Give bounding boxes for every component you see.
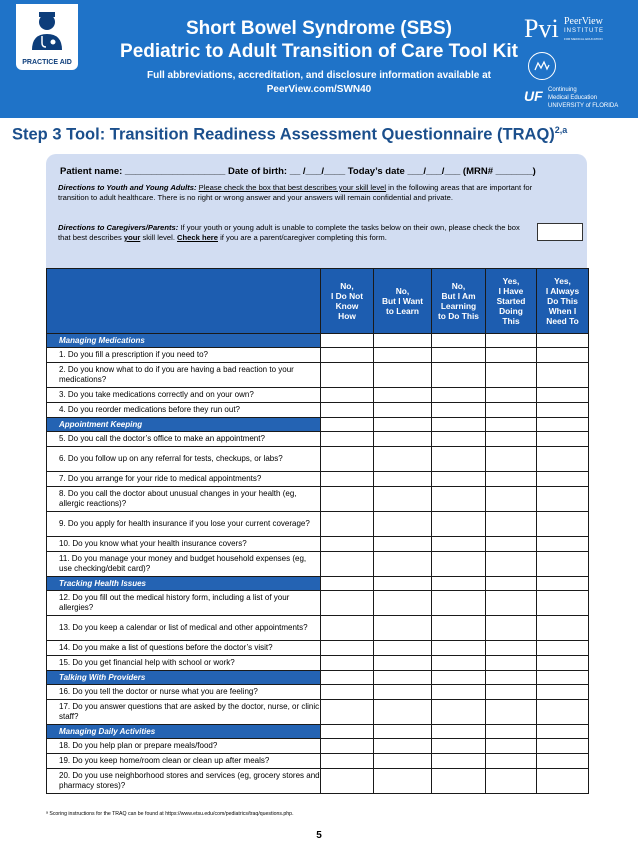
section-row xyxy=(47,577,589,591)
section-blank-cell xyxy=(321,725,374,739)
section-blank-cell xyxy=(374,725,432,739)
question-row xyxy=(47,685,589,700)
answer-checkbox-cell[interactable] xyxy=(537,537,589,552)
answer-checkbox-cell[interactable] xyxy=(486,432,537,447)
answer-checkbox-cell[interactable] xyxy=(321,656,374,671)
answer-checkbox-cell[interactable] xyxy=(537,641,589,656)
answer-checkbox-cell[interactable] xyxy=(432,591,486,616)
answer-checkbox-cell[interactable] xyxy=(321,591,374,616)
answer-checkbox-cell[interactable] xyxy=(537,388,589,403)
answer-checkbox-cell[interactable] xyxy=(432,656,486,671)
answer-checkbox-cell[interactable] xyxy=(374,552,432,577)
institute-text: INSTITUTE xyxy=(564,28,604,34)
answer-checkbox-cell[interactable] xyxy=(486,363,537,388)
section-blank-cell xyxy=(321,577,374,591)
answer-checkbox-cell[interactable] xyxy=(537,739,589,754)
section-title: Talking With Providers xyxy=(47,671,321,685)
answer-checkbox-cell[interactable] xyxy=(486,537,537,552)
answer-checkbox-cell[interactable] xyxy=(432,348,486,363)
answer-checkbox-cell[interactable] xyxy=(321,447,374,472)
answer-checkbox-cell[interactable] xyxy=(432,641,486,656)
section-row xyxy=(47,418,589,432)
answer-checkbox-cell[interactable] xyxy=(321,754,374,769)
answer-checkbox-cell[interactable] xyxy=(537,685,589,700)
question-text: 19. Do you keep home/room clean or clean up after meals? xyxy=(47,754,321,769)
section-blank-cell xyxy=(321,418,374,432)
question-text: 5. Do you call the doctor’s office to make an appointment? xyxy=(47,432,321,447)
section-blank-cell xyxy=(321,671,374,685)
section-blank-cell xyxy=(537,418,589,432)
question-text: 15. Do you get financial help with school or work? xyxy=(47,656,321,671)
answer-checkbox-cell[interactable] xyxy=(486,754,537,769)
answer-checkbox-cell[interactable] xyxy=(432,616,486,641)
step-title: Step 3 Tool: Transition Readiness Assessment Questionnaire (TRAQ)$^{2,a}$ xyxy=(12,125,568,144)
question-text: 7. Do you arrange for your ride to medical appointments? xyxy=(47,472,321,487)
column-header: Yes, I Have Started Doing This xyxy=(486,269,537,334)
answer-checkbox-cell[interactable] xyxy=(486,700,537,725)
column-header: No, But I Am Learning to Do This xyxy=(432,269,486,334)
section-blank-cell xyxy=(537,725,589,739)
badge-label: PRACTICE AID xyxy=(22,59,72,66)
question-row xyxy=(47,388,589,403)
answer-checkbox-cell[interactable] xyxy=(321,641,374,656)
section-row xyxy=(47,725,589,739)
question-text: 11. Do you manage your money and budget household expenses (eg, use checking/debit card)? xyxy=(47,552,321,577)
question-row xyxy=(47,472,589,487)
section-blank-cell xyxy=(486,334,537,348)
section-blank-cell xyxy=(374,671,432,685)
answer-checkbox-cell[interactable] xyxy=(432,363,486,388)
question-text: 1. Do you fill a prescription if you need to? xyxy=(47,348,321,363)
section-blank-cell xyxy=(537,577,589,591)
section-blank-cell xyxy=(537,671,589,685)
section-blank-cell xyxy=(486,577,537,591)
column-header: No, But I Want to Learn xyxy=(374,269,432,334)
question-text: 2. Do you know what to do if you are having a bad reaction to your medications? xyxy=(47,363,321,388)
directions-youth: Directions to Youth and Young Adults: Please check the box that best describes your skill level in the following areas that are important for transition to adult healthcare. There is no right or wrong answer and your answers will remain confidential and private. xyxy=(58,183,533,202)
section-title: Tracking Health Issues xyxy=(47,577,321,591)
question-row xyxy=(47,700,589,725)
answer-checkbox-cell[interactable] xyxy=(537,403,589,418)
answer-checkbox-cell[interactable] xyxy=(537,363,589,388)
section-title: Managing Daily Activities xyxy=(47,725,321,739)
answer-checkbox-cell[interactable] xyxy=(537,447,589,472)
answer-checkbox-cell[interactable] xyxy=(374,754,432,769)
answer-checkbox-cell[interactable] xyxy=(486,487,537,512)
question-text: 9. Do you apply for health insurance if you lose your current coverage? xyxy=(47,512,321,537)
answer-checkbox-cell[interactable] xyxy=(432,739,486,754)
institute-sub-text: FOR MEDICAL EDUCATION xyxy=(564,37,603,41)
answer-checkbox-cell[interactable] xyxy=(537,616,589,641)
answer-checkbox-cell[interactable] xyxy=(486,348,537,363)
patient-info-line: Patient name: ___________________ Date of birth: __ /___/____ Today’s date ___/___/___ (MRN# _______) xyxy=(60,166,536,177)
answer-checkbox-cell[interactable] xyxy=(537,552,589,577)
column-header: No, I Do Not Know How xyxy=(321,269,374,334)
answer-checkbox-cell[interactable] xyxy=(486,403,537,418)
column-header: Yes, I Always Do This When I Need To xyxy=(537,269,589,334)
answer-checkbox-cell[interactable] xyxy=(321,388,374,403)
answer-checkbox-cell[interactable] xyxy=(374,512,432,537)
question-row xyxy=(47,447,589,472)
answer-checkbox-cell[interactable] xyxy=(321,616,374,641)
question-row xyxy=(47,363,589,388)
answer-checkbox-cell[interactable] xyxy=(374,769,432,794)
answer-checkbox-cell[interactable] xyxy=(374,348,432,363)
directions-parents: Directions to Caregivers/Parents: If your youth or young adult is unable to complete the tasks below on their own, please check the box that best describes your skill level. Check here if you are a parent/caregiver completing this form. xyxy=(58,223,520,242)
answer-checkbox-cell[interactable] xyxy=(486,739,537,754)
section-blank-cell xyxy=(537,334,589,348)
answer-checkbox-cell[interactable] xyxy=(486,552,537,577)
section-blank-cell xyxy=(486,418,537,432)
question-text: 8. Do you call the doctor about unusual changes in your health (eg, allergic reactions)? xyxy=(47,487,321,512)
section-blank-cell xyxy=(374,577,432,591)
answer-checkbox-cell[interactable] xyxy=(321,363,374,388)
answer-checkbox-cell[interactable] xyxy=(537,769,589,794)
title-line-1: Short Bowel Syndrome (SBS) xyxy=(185,18,453,39)
section-blank-cell xyxy=(486,671,537,685)
answer-checkbox-cell[interactable] xyxy=(374,403,432,418)
answer-checkbox-cell[interactable] xyxy=(374,685,432,700)
answer-checkbox-cell[interactable] xyxy=(321,739,374,754)
section-title: Managing Medications xyxy=(47,334,321,348)
answer-checkbox-cell[interactable] xyxy=(374,363,432,388)
step-superscript: 2,a xyxy=(554,125,568,135)
section-blank-cell xyxy=(432,418,486,432)
section-blank-cell xyxy=(432,334,486,348)
answer-checkbox-cell[interactable] xyxy=(537,487,589,512)
answer-checkbox-cell[interactable] xyxy=(432,754,486,769)
parent-checkbox[interactable] xyxy=(537,223,583,241)
answer-checkbox-cell[interactable] xyxy=(374,487,432,512)
answer-checkbox-cell[interactable] xyxy=(486,472,537,487)
question-text: 13. Do you keep a calendar or list of medical and other appointments? xyxy=(47,616,321,641)
answer-checkbox-cell[interactable] xyxy=(374,739,432,754)
answer-checkbox-cell[interactable] xyxy=(486,769,537,794)
answer-checkbox-cell[interactable] xyxy=(321,432,374,447)
answer-checkbox-cell[interactable] xyxy=(374,388,432,403)
answer-checkbox-cell[interactable] xyxy=(537,432,589,447)
question-header xyxy=(47,269,321,334)
answer-checkbox-cell[interactable] xyxy=(321,348,374,363)
question-row xyxy=(47,739,589,754)
pvi-logo: Pvi xyxy=(524,14,559,43)
answer-checkbox-cell[interactable] xyxy=(321,552,374,577)
answer-checkbox-cell[interactable] xyxy=(374,656,432,671)
answer-checkbox-cell[interactable] xyxy=(432,700,486,725)
answer-checkbox-cell[interactable] xyxy=(432,472,486,487)
question-text: 16. Do you tell the doctor or nurse what you are feeling? xyxy=(47,685,321,700)
question-text: 4. Do you reorder medications before they run out? xyxy=(47,403,321,418)
answer-checkbox-cell[interactable] xyxy=(486,641,537,656)
question-text: 17. Do you answer questions that are asked by the doctor, nurse, or clinic staff? xyxy=(47,700,321,725)
answer-checkbox-cell[interactable] xyxy=(432,403,486,418)
section-blank-cell xyxy=(486,725,537,739)
answer-checkbox-cell[interactable] xyxy=(486,512,537,537)
question-text: 18. Do you help plan or prepare meals/food? xyxy=(47,739,321,754)
section-blank-cell xyxy=(374,334,432,348)
answer-checkbox-cell[interactable] xyxy=(432,537,486,552)
question-text: 10. Do you know what your health insurance covers? xyxy=(47,537,321,552)
section-blank-cell xyxy=(432,725,486,739)
answer-checkbox-cell[interactable] xyxy=(321,403,374,418)
answer-checkbox-cell[interactable] xyxy=(537,472,589,487)
section-row xyxy=(47,334,589,348)
answer-checkbox-cell[interactable] xyxy=(537,348,589,363)
question-row xyxy=(47,769,589,794)
answer-checkbox-cell[interactable] xyxy=(537,700,589,725)
section-title: Appointment Keeping xyxy=(47,418,321,432)
section-blank-cell xyxy=(432,577,486,591)
question-row xyxy=(47,348,589,363)
question-text: 14. Do you make a list of questions before the doctor’s visit? xyxy=(47,641,321,656)
question-text: 6. Do you follow up on any referral for tests, checkups, or labs? xyxy=(47,447,321,472)
answer-checkbox-cell[interactable] xyxy=(432,388,486,403)
subtitle-link[interactable]: PeerView.com/SWN40 xyxy=(266,84,372,95)
answer-checkbox-cell[interactable] xyxy=(486,388,537,403)
answer-checkbox-cell[interactable] xyxy=(432,432,486,447)
accreditation-seal-icon xyxy=(528,52,556,80)
answer-checkbox-cell[interactable] xyxy=(486,616,537,641)
question-row xyxy=(47,641,589,656)
question-row xyxy=(47,537,589,552)
answer-checkbox-cell[interactable] xyxy=(321,512,374,537)
answer-checkbox-cell[interactable] xyxy=(432,487,486,512)
answer-checkbox-cell[interactable] xyxy=(537,591,589,616)
answer-checkbox-cell[interactable] xyxy=(432,512,486,537)
answer-checkbox-cell[interactable] xyxy=(321,472,374,487)
section-blank-cell xyxy=(432,671,486,685)
answer-checkbox-cell[interactable] xyxy=(374,432,432,447)
section-blank-cell xyxy=(374,418,432,432)
answer-checkbox-cell[interactable] xyxy=(374,591,432,616)
answer-checkbox-cell[interactable] xyxy=(537,754,589,769)
answer-checkbox-cell[interactable] xyxy=(486,447,537,472)
section-row xyxy=(47,671,589,685)
answer-checkbox-cell[interactable] xyxy=(537,656,589,671)
answer-checkbox-cell[interactable] xyxy=(432,769,486,794)
question-row xyxy=(47,656,589,671)
question-row xyxy=(47,487,589,512)
footnote: ᵃ Scoring instructions for the TRAQ can be found at https://www.etsu.edu/com/pediatrics/traq/questions.php. xyxy=(46,811,294,817)
answer-checkbox-cell[interactable] xyxy=(432,447,486,472)
answer-checkbox-cell[interactable] xyxy=(486,656,537,671)
section-blank-cell xyxy=(321,334,374,348)
page-number: 5 xyxy=(316,830,322,841)
question-row xyxy=(47,403,589,418)
answer-checkbox-cell[interactable] xyxy=(374,616,432,641)
uf-logo: UF xyxy=(524,88,543,104)
answer-checkbox-cell[interactable] xyxy=(486,591,537,616)
answer-checkbox-cell[interactable] xyxy=(374,472,432,487)
question-text: 12. Do you fill out the medical history form, including a list of your allergies? xyxy=(47,591,321,616)
question-text: 20. Do you use neighborhood stores and services (eg, grocery stores and pharmacy stores)? xyxy=(47,769,321,794)
subtitle-line-1: Full abbreviations, accreditation, and disclosure information available at xyxy=(147,70,491,81)
answer-checkbox-cell[interactable] xyxy=(537,512,589,537)
answer-checkbox-cell[interactable] xyxy=(374,700,432,725)
answer-checkbox-cell[interactable] xyxy=(321,700,374,725)
traq-table xyxy=(46,268,589,794)
answer-checkbox-cell[interactable] xyxy=(374,447,432,472)
uf-text: Continuing Medical Education UNIVERSITY of FLORIDA xyxy=(548,87,619,109)
answer-checkbox-cell[interactable] xyxy=(321,769,374,794)
answer-checkbox-cell[interactable] xyxy=(374,641,432,656)
answer-checkbox-cell[interactable] xyxy=(432,552,486,577)
peerview-text: PeerView xyxy=(564,16,603,27)
question-row xyxy=(47,432,589,447)
question-text: 3. Do you take medications correctly and on your own? xyxy=(47,388,321,403)
question-row xyxy=(47,512,589,537)
question-row xyxy=(47,591,589,616)
answer-checkbox-cell[interactable] xyxy=(321,685,374,700)
answer-checkbox-cell[interactable] xyxy=(486,685,537,700)
question-row xyxy=(47,754,589,769)
answer-checkbox-cell[interactable] xyxy=(374,537,432,552)
page-header xyxy=(0,0,638,118)
answer-checkbox-cell[interactable] xyxy=(432,685,486,700)
question-row xyxy=(47,616,589,641)
title-line-2: Pediatric to Adult Transition of Care Tool Kit xyxy=(120,41,518,62)
answer-checkbox-cell[interactable] xyxy=(321,487,374,512)
answer-checkbox-cell[interactable] xyxy=(321,537,374,552)
question-row xyxy=(47,552,589,577)
